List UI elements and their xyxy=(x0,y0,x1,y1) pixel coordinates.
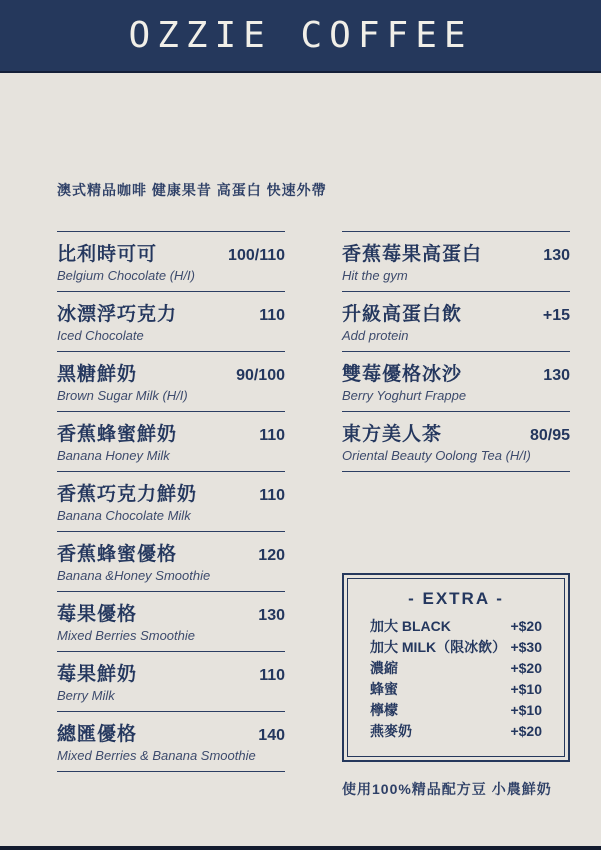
menu-item-row xyxy=(342,359,570,386)
item-subtitle: Banana &Honey Smoothie xyxy=(57,568,211,583)
item-subtitle: Belgium Chocolate (H/I) xyxy=(57,268,195,283)
page-title: OZZIE COFFEE xyxy=(128,15,473,56)
extra-title: - EXTRA - xyxy=(408,589,504,608)
extra-label: 加大 MILK（限冰飲） xyxy=(370,639,507,655)
extra-item xyxy=(370,700,542,721)
item-subtitle: Banana Honey Milk xyxy=(57,448,170,463)
menu-item xyxy=(57,471,285,531)
extra-price: +$20 xyxy=(510,723,542,739)
item-subtitle: Iced Chocolate xyxy=(57,328,144,343)
item-name: 冰漂浮巧克力 xyxy=(57,304,178,325)
menu-item xyxy=(342,231,570,291)
item-subtitle: Hit the gym xyxy=(342,268,408,283)
menu-item xyxy=(57,711,285,772)
menu-item-row xyxy=(57,299,285,326)
item-price: 80/95 xyxy=(529,427,570,444)
menu-item xyxy=(342,411,570,472)
item-subtitle: Brown Sugar Milk (H/I) xyxy=(57,388,188,403)
menu-item-row xyxy=(57,659,285,686)
item-price: 110 xyxy=(259,487,285,504)
extra-item xyxy=(370,721,542,742)
item-subtitle: Banana Chocolate Milk xyxy=(57,508,191,523)
menu-item xyxy=(342,291,570,351)
item-price: 90/100 xyxy=(236,367,285,384)
menu-item xyxy=(57,291,285,351)
extra-price: +$10 xyxy=(510,681,542,697)
extra-items xyxy=(370,616,542,742)
menu-item xyxy=(57,531,285,591)
item-subtitle: Mixed Berries & Banana Smoothie xyxy=(57,748,256,763)
extra-label: 蜂蜜 xyxy=(370,681,398,697)
item-subtitle: Oriental Beauty Oolong Tea (H/I) xyxy=(342,448,531,463)
extra-label: 燕麥奶 xyxy=(370,723,412,739)
extra-price: +$20 xyxy=(510,660,542,676)
item-subtitle: Add protein xyxy=(342,328,409,343)
item-name: 香蕉蜂蜜鮮奶 xyxy=(57,424,178,445)
extra-price: +$10 xyxy=(510,702,542,718)
menu-item xyxy=(57,411,285,471)
item-subtitle: Mixed Berries Smoothie xyxy=(57,628,195,643)
menu-item xyxy=(57,351,285,411)
extra-box xyxy=(342,573,570,762)
item-name: 香蕉蜂蜜優格 xyxy=(57,544,178,565)
extra-label: 加大 BLACK xyxy=(370,618,451,634)
menu-item-row xyxy=(57,239,285,266)
item-name: 莓果鮮奶 xyxy=(57,664,138,685)
item-name: 香蕉巧克力鮮奶 xyxy=(57,484,198,505)
extra-item xyxy=(370,616,542,637)
menu-item xyxy=(57,591,285,651)
menu-item-row xyxy=(57,419,285,446)
menu xyxy=(57,231,570,799)
item-name: 黑糖鮮奶 xyxy=(57,364,138,385)
item-name: 升級高蛋白飲 xyxy=(342,304,463,325)
item-price: 130 xyxy=(258,607,285,624)
menu-item-row xyxy=(57,539,285,566)
item-price: 120 xyxy=(258,547,285,564)
item-price: 110 xyxy=(259,667,285,684)
extra-label: 濃縮 xyxy=(370,660,398,676)
menu-column-right xyxy=(342,231,570,799)
item-subtitle: Berry Yoghurt Frappe xyxy=(342,388,467,403)
item-name: 比利時可可 xyxy=(57,244,158,265)
item-price: 100/110 xyxy=(228,247,285,264)
item-price: 130 xyxy=(543,247,570,264)
menu-item xyxy=(57,651,285,711)
right-column-items xyxy=(342,231,570,472)
menu-item-row xyxy=(57,359,285,386)
extra-price: +$30 xyxy=(510,639,542,655)
item-name: 東方美人茶 xyxy=(342,424,443,445)
menu-item-row xyxy=(342,239,570,266)
menu-item-row xyxy=(57,719,285,746)
item-price: 110 xyxy=(259,427,285,444)
extra-item xyxy=(370,679,542,700)
item-price: 140 xyxy=(258,727,285,744)
extra-item xyxy=(370,658,542,679)
item-price: +15 xyxy=(542,307,570,324)
item-name: 雙莓優格冰沙 xyxy=(342,364,463,385)
header-bar xyxy=(0,0,601,73)
item-name: 莓果優格 xyxy=(57,604,138,625)
footnote: 使用100%精品配方豆 小農鮮奶 xyxy=(342,781,552,797)
extra-price: +$20 xyxy=(510,618,542,634)
tagline: 澳式精品咖啡 健康果昔 高蛋白 快速外帶 xyxy=(57,182,327,198)
menu-item xyxy=(342,351,570,411)
menu-item-row xyxy=(342,299,570,326)
menu-item-row xyxy=(342,419,570,446)
menu-item xyxy=(57,231,285,291)
item-price: 130 xyxy=(543,367,570,384)
item-subtitle: Berry Milk xyxy=(57,688,115,703)
menu-item-row xyxy=(57,479,285,506)
item-price: 110 xyxy=(259,307,285,324)
item-name: 總匯優格 xyxy=(57,724,138,745)
menu-item-row xyxy=(57,599,285,626)
menu-column-left xyxy=(57,231,285,799)
extra-label: 檸檬 xyxy=(370,702,398,718)
extra-item xyxy=(370,637,542,658)
bottom-strip xyxy=(0,846,601,850)
item-name: 香蕉莓果高蛋白 xyxy=(342,244,483,265)
extra-box-inner xyxy=(347,578,565,757)
